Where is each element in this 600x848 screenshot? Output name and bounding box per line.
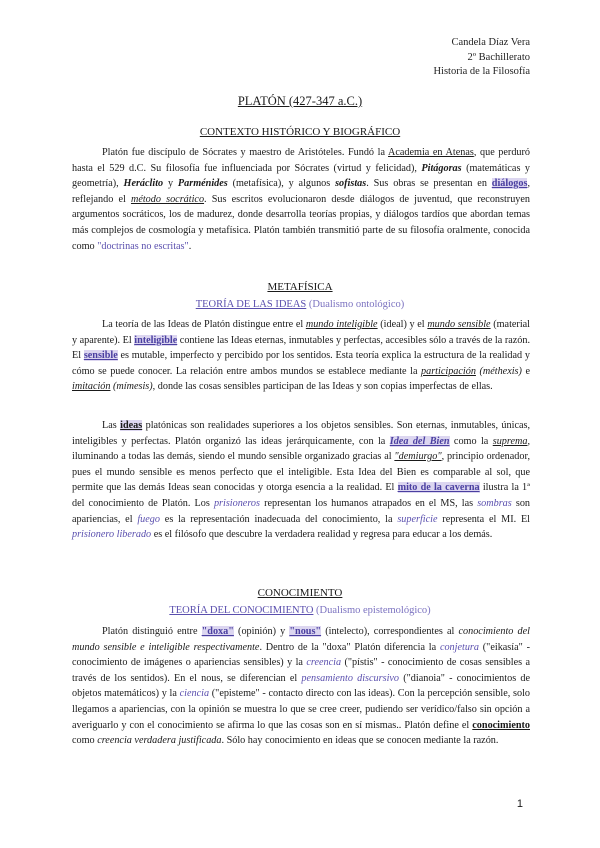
term-creencia: creencia xyxy=(306,657,342,669)
paragraph-ideas-2: Las ideas platónicas son realidades superiores a los objetos sensibles. Son eternas, inmutables, únicas, inteligibles y perfectas. Platón organizó las ideas jerárquicamente, con la Idea del Bien como la suprema, iluminando a todas las demás, siendo el mundo sensible organizado gracias al "demiurgo", principio ordenador, pues el mundo sensible es menos perfecto que el inteligible. Esta Idea del Bien es comparable al sol, que permite que las demás Ideas sean conocidas y otorga esencia a la realidad. El mito de la caverna ilustra la 1ª del conocimiento de Platón. Los prisioneros representan los humanos atrapados en el MS, las sombras son apariencias, el fuego es la representación inadecuada del conocimiento, la superficie representa el MI. El prisionero liberado es el filósofo que descubre la verdadera realidad y regresa para educar a los demás. xyxy=(72,420,531,541)
term-dialogos: diálogos xyxy=(491,178,528,190)
term-pensamiento: pensamiento discursivo xyxy=(301,672,400,684)
section-heading-context: CONTEXTO HISTÓRICO Y BIOGRÁFICO xyxy=(199,126,401,138)
subheading-teoria-ideas: TEORÍA DE LAS IDEAS (Dualismo ontológico) xyxy=(195,299,405,310)
term-sombras: sombras xyxy=(477,497,512,509)
term-fuego: fuego xyxy=(137,513,160,525)
term-demiurgo: "demiurgo" xyxy=(394,451,442,463)
term-ciencia: ciencia xyxy=(179,688,210,700)
section-heading-conocimiento: CONOCIMIENTO xyxy=(257,587,343,599)
author-block xyxy=(433,36,530,80)
term-sensible: sensible xyxy=(83,350,118,362)
term-conocimiento-ms: conocimiento del mundo sensible e inteligible respectivamente xyxy=(72,626,530,653)
course-label: 2º Bachillerato xyxy=(467,51,530,63)
term-imitacion: imitación xyxy=(72,381,111,393)
term-doctrinas: "doctrinas no escritas" xyxy=(97,240,189,252)
subheading-teoria-conocimiento: TEORÍA DEL CONOCIMIENTO (Dualismo epistemológico) xyxy=(169,605,431,616)
subject-label: Historia de la Filosofía xyxy=(433,66,530,77)
page-number: 1 xyxy=(516,798,523,810)
term-participacion: participación xyxy=(421,365,476,377)
term-mundo-inteligible: mundo inteligible xyxy=(305,319,378,330)
term-academia: Academia en Atenas xyxy=(388,147,474,158)
term-doxa: "doxa" xyxy=(201,626,234,637)
term-ideas: ideas xyxy=(120,420,143,431)
term-mito-caverna: mito de la caverna xyxy=(397,482,480,494)
term-suprema: suprema xyxy=(492,435,528,447)
term-prisionero-liberado: prisionero liberado xyxy=(72,529,152,541)
page-title: PLATÓN (427-347 a.C.) xyxy=(237,94,363,108)
term-heraclito: Heráclito xyxy=(123,178,164,190)
term-mundo-sensible: mundo sensible xyxy=(427,319,491,330)
term-sofistas: sofistas xyxy=(335,178,367,190)
term-creencia-justificada: creencia verdadera justificada xyxy=(97,735,222,747)
term-metodo: método socrático xyxy=(130,193,205,205)
paragraph-ideas-1: La teoría de las Ideas de Platón distingue entre el mundo inteligible (ideal) y el mundo sensible (material y aparente). El inteligible contiene las Ideas eternas, inmutables y perfectas, accesibles sólo a través de la razón. El sensible es mutable, imperfecto y percibido por los sentidos. Esta teoría explica la estructura de la realidad y cómo se puede conocer. La relación entre ambos mundos se establece mediante la participación (méthexis) e imitación (mímesis), donde las cosas sensibles participan de las Ideas y son copias imperfectas de ellas. xyxy=(72,319,531,393)
term-conocimiento: conocimiento xyxy=(472,719,530,731)
term-conjetura: conjetura xyxy=(439,641,479,653)
term-prisioneros: prisioneros xyxy=(213,497,260,509)
term-inteligible: inteligible xyxy=(134,334,178,346)
term-idea-bien: Idea del Bien xyxy=(389,435,450,447)
paragraph-context: Platón fue discípulo de Sócrates y maestro de Aristóteles. Fundó la Academia en Atenas, que perduró hasta el 529 d.C. Su filosofía fue influenciada por Sócrates (virtud y felicidad), Pitágoras (matemáticas y geometría), Heráclito y Parménides (metafísica), y algunos sofistas. Sus obras se presentan en diálogos, reflejando el método socrático. Sus escritos evolucionaron desde diálogos de juventud, que reconstruyen argumentos socráticos, los de madurez, donde desarrolla teorías propias, y diálogos tardíos que abordan temas más complejos de cosmología y metafísica. Platón también transmitió parte de su filosofía oralmente, conocida como "doctrinas no escritas". xyxy=(72,147,530,252)
term-superficie: superficie xyxy=(397,513,438,525)
term-parmenides: Parménides xyxy=(177,178,228,190)
section-heading-metafisica: METAFÍSICA xyxy=(267,281,333,293)
term-pitagoras: Pitágoras xyxy=(421,162,462,174)
author-name: Candela Díaz Vera xyxy=(451,37,530,48)
paragraph-conocimiento: Platón distinguió entre "doxa" (opinión) y "nous" (intelecto), correspondientes al conocimiento del mundo sensible e inteligible respectivamente. Dentro de la "doxa" Platón diferencia la conjetura ("eikasía" - conocimiento de imágenes o apariencias sensibles) y la creencia ("pístis" - conocimiento de cosas sensibles a través de los sentidos). En el nous, se diferencian el pensamiento discursivo ("dianoia" - conocimientos de objetos matemáticos) y la ciencia ("episteme" - contacto directo con las ideas). Con la percepción sensible, solo llegamos a apariencias, con la opinión se muestra lo que se cree creer, pudiendo ser verídico/falso sin opción a averiguarlo y con el conocimiento se afirma lo que las cosas son en sí mismas.. Platón define el conocimiento como creencia verdadera justificada. Sólo hay conocimiento en ideas que se conocen mediante la razón. xyxy=(72,626,530,747)
term-nous: "nous" xyxy=(289,626,322,637)
